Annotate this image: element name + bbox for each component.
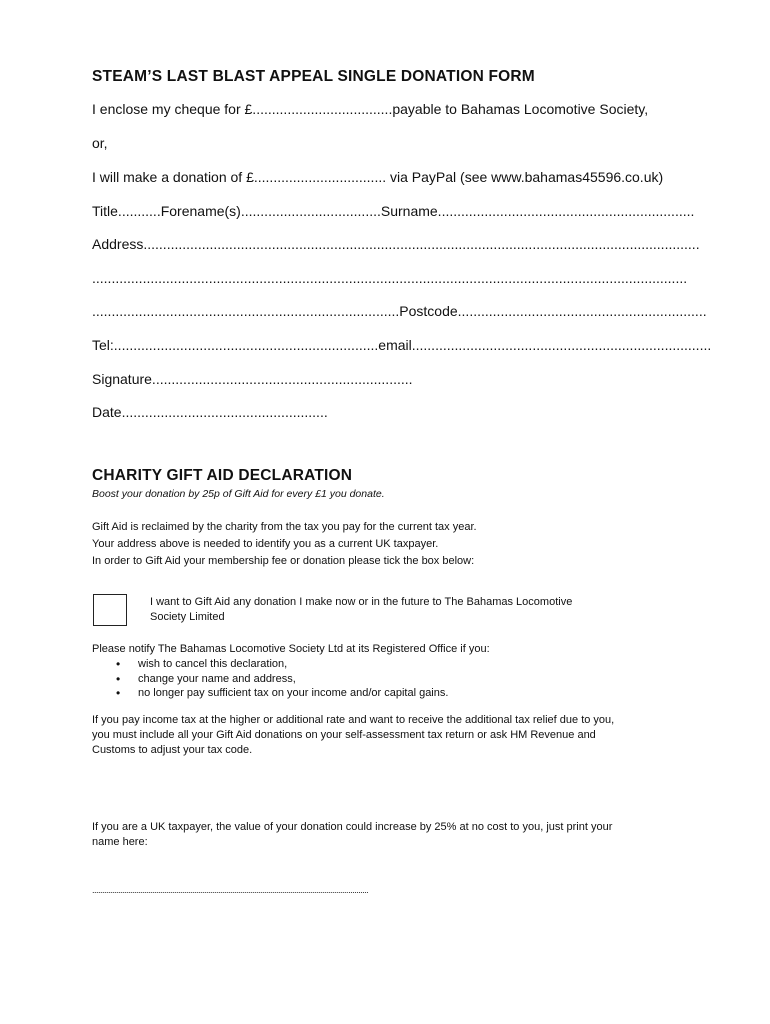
gift-aid-para-3: In order to Gift Aid your membership fee or donation please tick the box below: — [92, 555, 475, 567]
higher-rate-text-1: If you pay income tax at the higher or additional rate and want to receive the additional tax relief due to you, — [92, 714, 615, 726]
list-item: • wish to cancel this declaration, — [92, 657, 448, 672]
print-name-line: .......................................................................................................................................... — [92, 885, 369, 895]
notify-bullet-list — [92, 657, 448, 701]
gift-aid-subtitle: Boost your donation by 25p of Gift Aid for every £1 you donate. — [92, 488, 385, 500]
gift-aid-checkbox-label-2: Society Limited — [150, 611, 225, 623]
higher-rate-text-2: you must include all your Gift Aid donations on your self-assessment tax return or ask HM Revenue and — [92, 729, 596, 741]
paypal-line: I will make a donation of £.................................. via PayPal (see www.bahamas45596.co.uk) — [92, 169, 664, 185]
gift-aid-checkbox-label-1: I want to Gift Aid any donation I make now or in the future to The Bahamas Locomotive — [150, 596, 573, 608]
form-title: STEAM’S LAST BLAST APPEAL SINGLE DONATION FORM — [92, 68, 535, 85]
gift-aid-checkbox[interactable] — [93, 594, 127, 626]
or-text: or, — [92, 135, 108, 151]
postcode-line: ...............................................................................Postcode................................................................ — [92, 303, 707, 319]
higher-rate-text-3: Customs to adjust your tax code. — [92, 744, 253, 756]
notify-text: Please notify The Bahamas Locomotive Society Ltd at its Registered Office if you: — [92, 643, 490, 655]
address-line-2: ......................................................................................................................................................... — [92, 270, 688, 286]
list-item: • change your name and address, — [92, 672, 448, 687]
uk-taxpayer-text-1: If you are a UK taxpayer, the value of your donation could increase by 25% at no cost to you, just print your — [92, 821, 613, 833]
gift-aid-para-2: Your address above is needed to identify you as a current UK taxpayer. — [92, 538, 439, 550]
tel-email-line: Tel:....................................................................email............................................................................. — [92, 337, 712, 353]
address-line-1: Address............................................................................................................................................... — [92, 236, 700, 252]
signature-line: Signature................................................................... — [92, 371, 413, 387]
name-fields-line: Title...........Forename(s)....................................Surname.................................................................. — [92, 203, 695, 219]
list-item: • no longer pay sufficient tax on your income and/or capital gains. — [92, 686, 448, 701]
cheque-line: I enclose my cheque for £....................................payable to Bahamas Locomotive Society, — [92, 101, 649, 117]
gift-aid-para-1: Gift Aid is reclaimed by the charity from the tax you pay for the current tax year. — [92, 521, 477, 533]
uk-taxpayer-text-2: name here: — [92, 836, 148, 848]
gift-aid-title: CHARITY GIFT AID DECLARATION — [92, 467, 353, 484]
date-line: Date..................................................... — [92, 404, 328, 420]
